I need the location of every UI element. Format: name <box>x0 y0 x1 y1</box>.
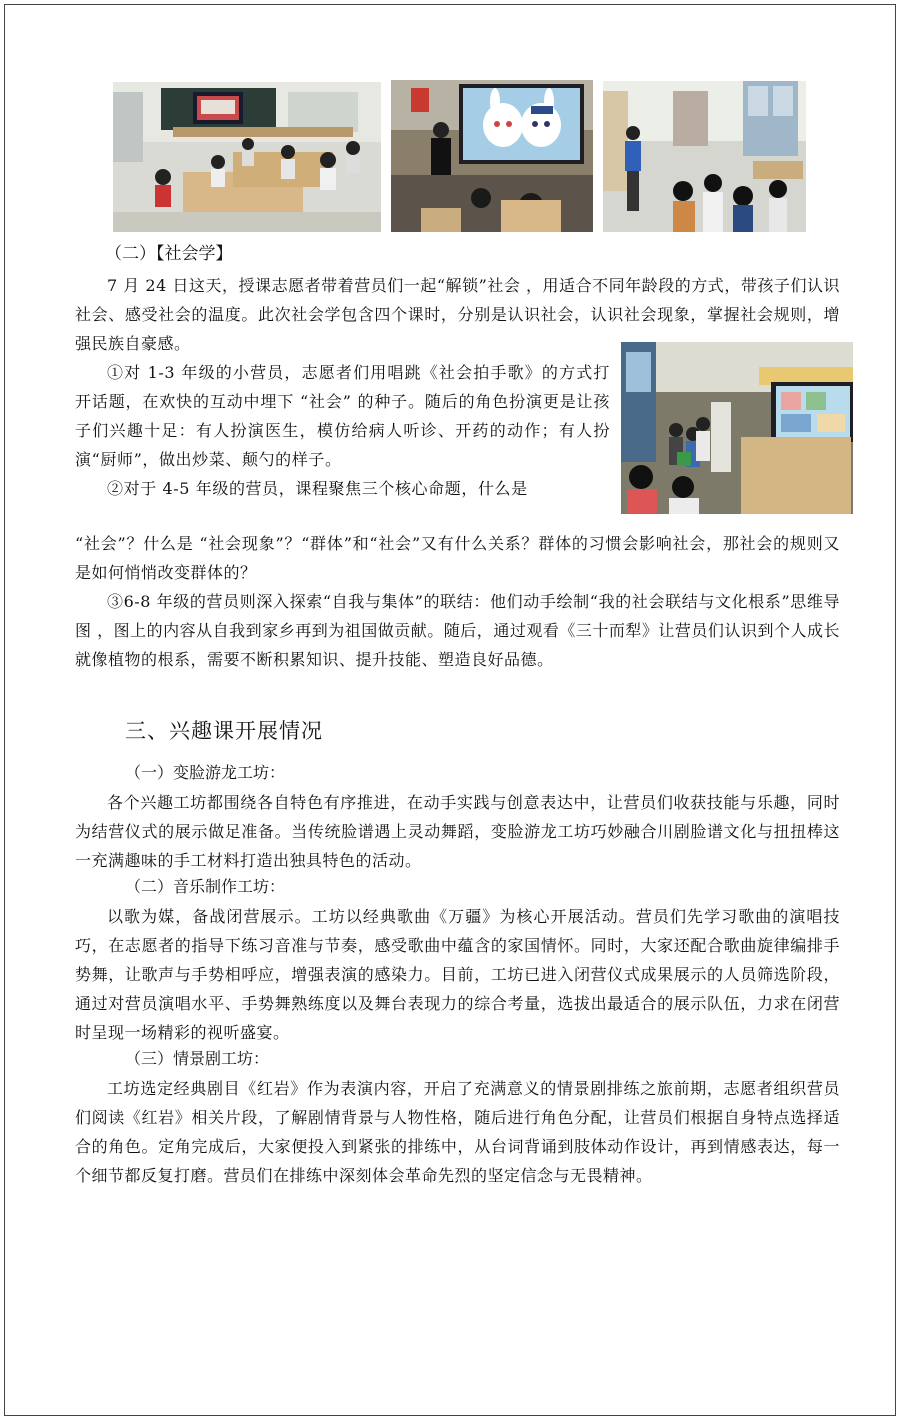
sociology-heading: （二）【社会学】 <box>105 244 233 264</box>
music-workshop-heading: （二）音乐制作工坊： <box>125 877 286 896</box>
grade-6-8-paragraph: ③6-8 年级的营员则深入探索“自我与集体”的联结：他们动手绘制“我的社会联结与文化根系”思维导图 ，图上的内容从自我到家乡再到为祖国做贡献。随后，通过观看《三十而犁》让营员们认识到个人成长就像植物的根系，需要不断积累知识、提升技能、塑造良好品德。 <box>75 592 840 669</box>
grade-4-5-paragraph-continued: “社会”？什么是 “社会现象”？“群体”和“社会”又有什么关系？群体的习惯会影响社会，那社会的规则又是如何悄悄改变群体的？ <box>75 534 840 582</box>
drama-workshop-heading: （三）情景剧工坊： <box>125 1049 270 1068</box>
sociology-class-photo <box>621 342 853 514</box>
face-workshop-heading: （一）变脸游龙工坊： <box>125 763 286 782</box>
volunteer-teaching-photo <box>603 81 806 232</box>
face-workshop-paragraph: 各个兴趣工坊都围绕各自特色有序推进，在动手实践与创意表达中，让营员们收获技能与乐趣，同时为结营仪式的展示做足准备。当传统脸谱遇上灵动舞蹈，变脸游龙工坊巧妙融合川剧脸谱文化与扭扭棒这一充满趣味的手工材料打造出独具特色的活动。 <box>75 793 840 870</box>
grade-4-5-paragraph-start: ②对于 4-5 年级的营员，课程聚焦三个核心命题，什么是 <box>107 479 528 498</box>
grade-1-3-paragraph: ①对 1-3 年级的小营员，志愿者们用唱跳《社会拍手歌》的方式打开话题，在欢快的互动中埋下 “社会” 的种子。随后的角色扮演更是让孩子们兴趣十足：有人扮演医生，模仿给病人听诊、开药的动作；有人扮演“厨师”，做出炒菜、颠勺的样子。 <box>75 363 610 469</box>
cartoon-screen-photo <box>391 80 593 232</box>
sociology-intro-paragraph: 7 月 24 日这天，授课志愿者带着营员们一起“解锁”社会 ，用适合不同年龄段的方式，带孩子们认识社会、感受社会的温度。此次社会学包含四个课时，分别是认识社会，认识社会现象，掌握社会规则，增强民族自豪感。 <box>75 276 840 353</box>
interest-section-heading: 三、兴趣课开展情况 <box>125 719 323 743</box>
music-workshop-paragraph: 以歌为媒，备战闭营展示。工坊以经典歌曲《万疆》为核心开展活动。营员们先学习歌曲的演唱技巧，在志愿者的指导下练习音准与节奏，感受歌曲中蕴含的家国情怀。同时，大家还配合歌曲旋律编排手势舞，让歌声与手势相呼应，增强表演的感染力。目前，工坊已进入闭营仪式成果展示的人员筛选阶段，通过对营员演唱水平、手势舞熟练度以及舞台表现力的综合考量，选拔出最适合的展示队伍，力求在闭营时呈现一场精彩的视听盛宴。 <box>75 907 840 1042</box>
drama-workshop-paragraph: 工坊选定经典剧目《红岩》作为表演内容，开启了充满意义的情景剧排练之旅前期，志愿者组织营员们阅读《红岩》相关片段，了解剧情背景与人物性格，随后进行角色分配，让营员们根据自身特点选择适合的角色。定角完成后，大家便投入到紧张的排练中，从台词背诵到肢体动作设计，再到情感表达，每一个细节都反复打磨。营员们在排练中深刻体会革命先烈的坚定信念与无畏精神。 <box>75 1079 840 1185</box>
classroom-tv-photo <box>113 82 381 232</box>
